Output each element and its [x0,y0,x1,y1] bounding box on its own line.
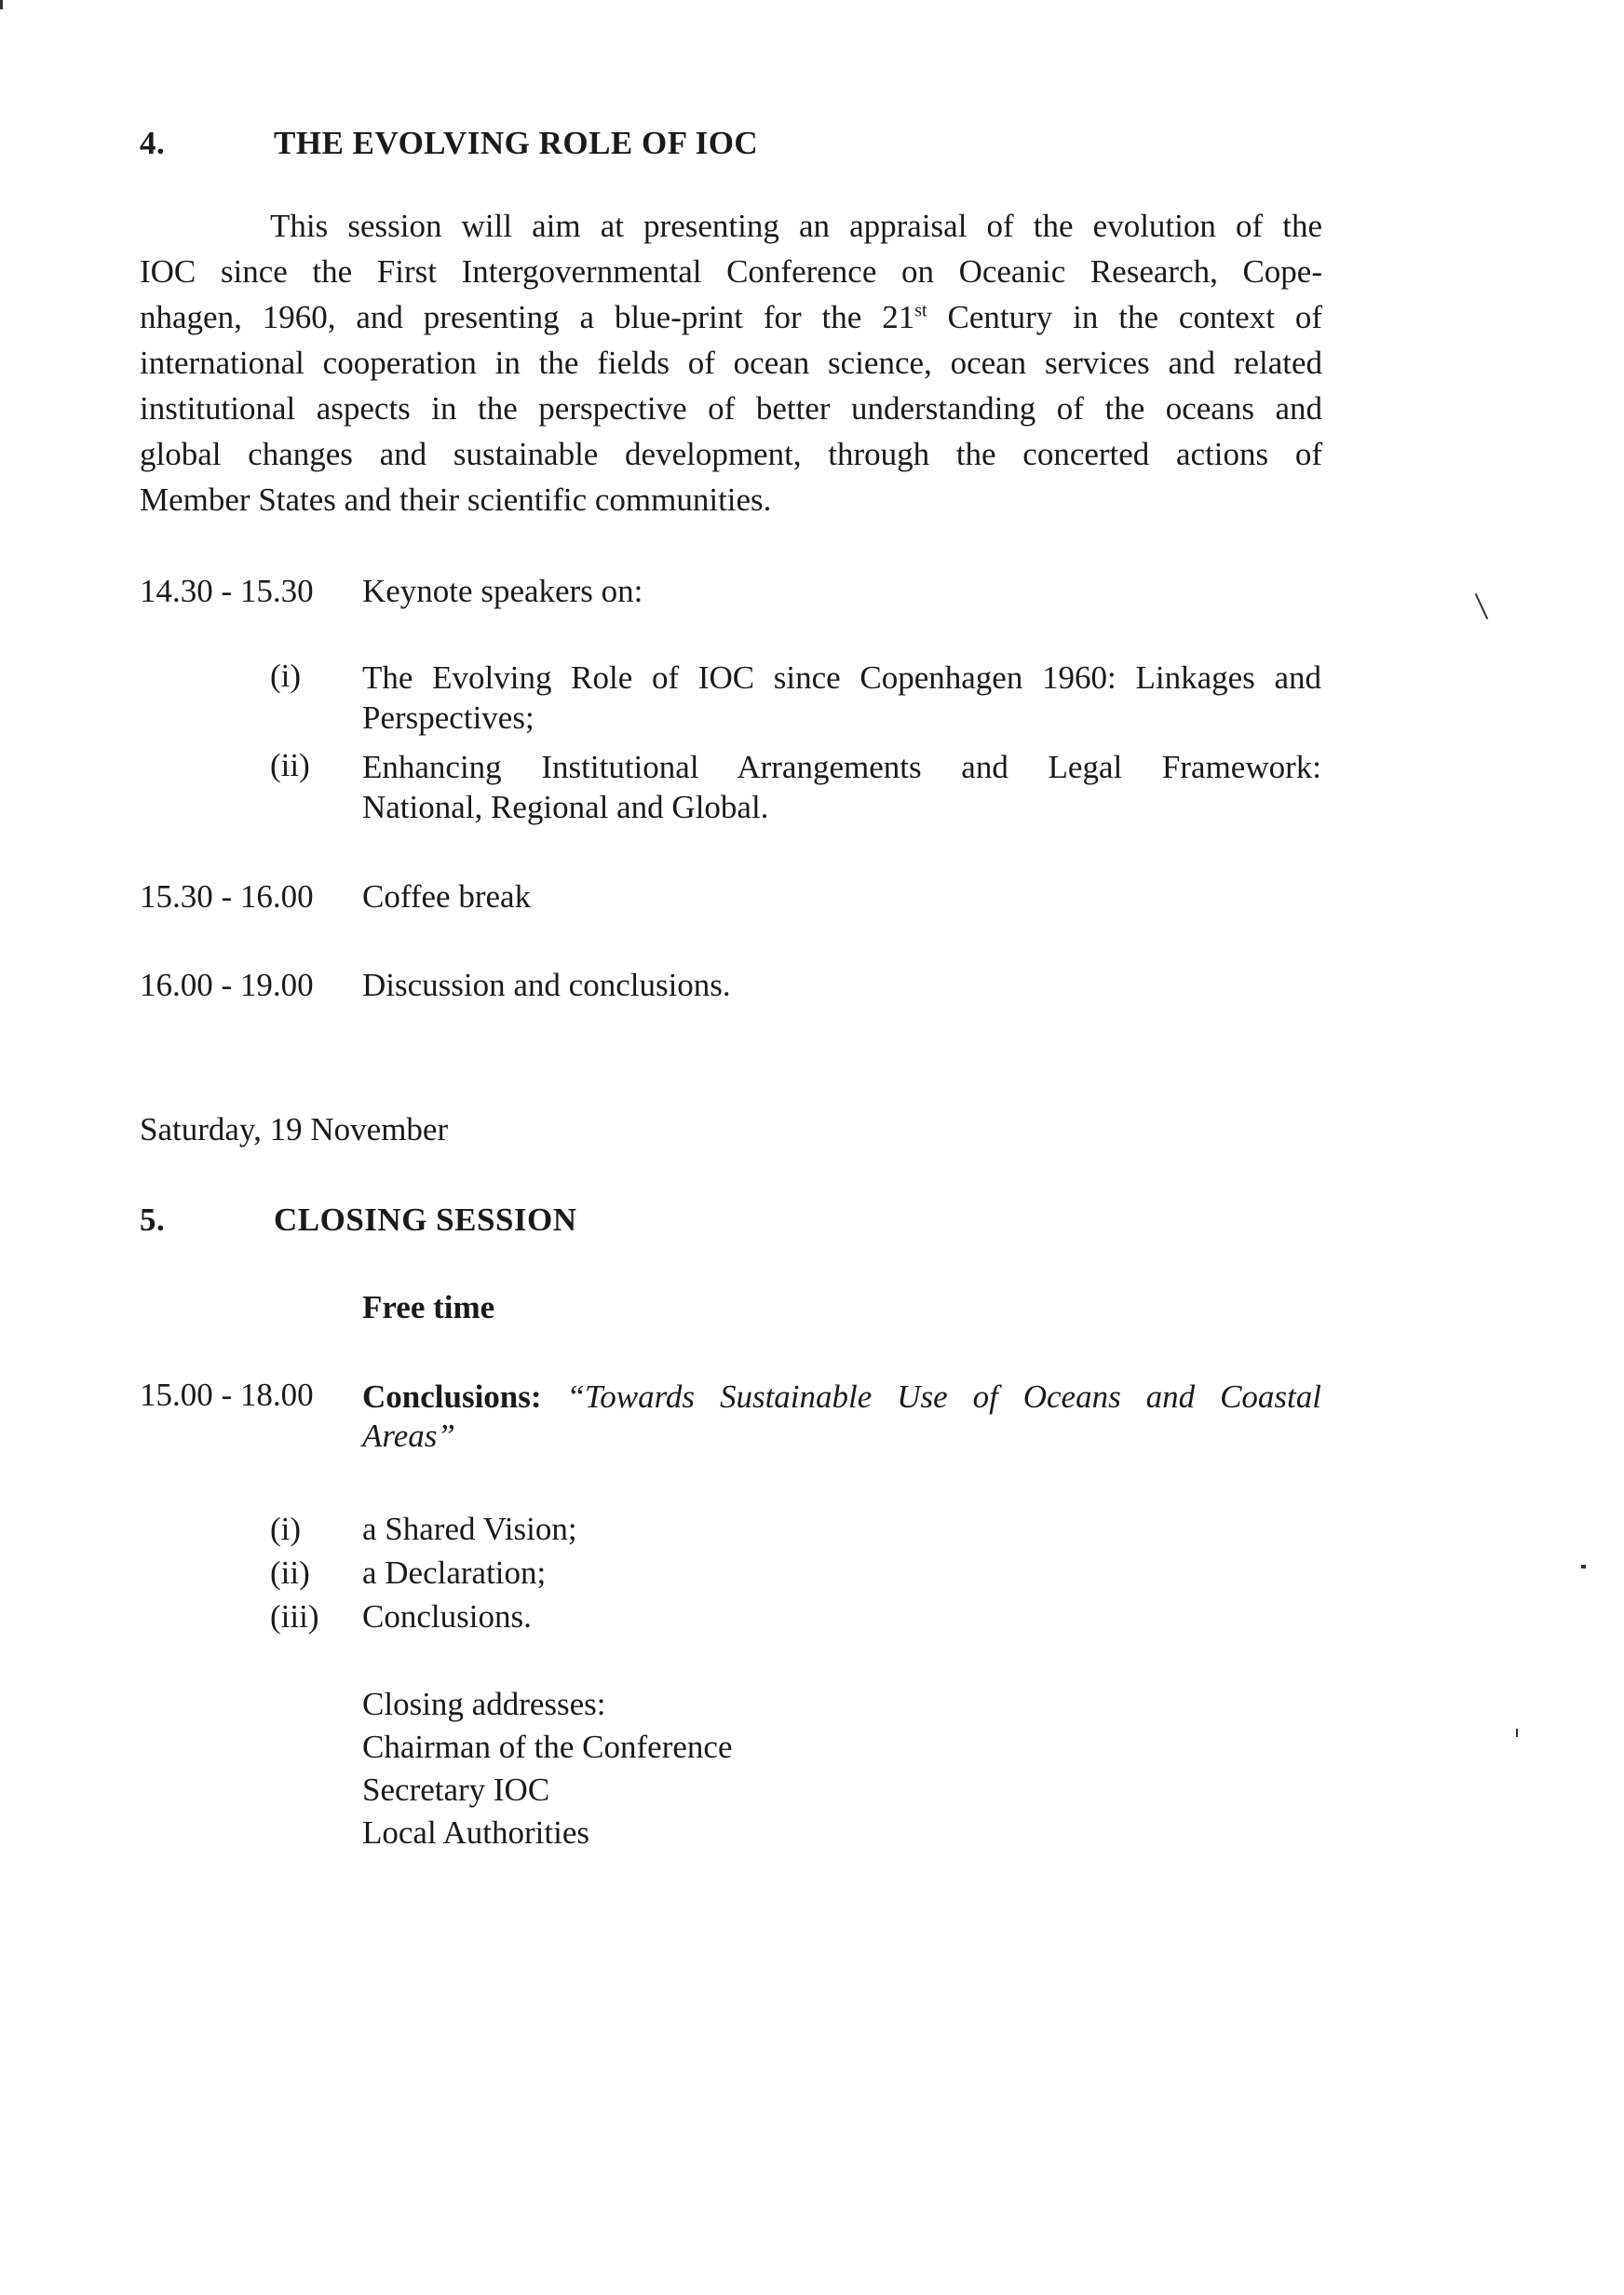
scan-speck [1516,1729,1518,1737]
list-item-number: (ii) [270,747,310,783]
list-item-number: (i) [270,1511,302,1547]
list-item-number: (iii) [270,1598,319,1635]
scan-speck [1581,1565,1586,1568]
closing-address-item: Chairman of the Conference [362,1729,733,1765]
section-4-paragraph [140,203,1322,523]
list-item-text: a Declaration; [362,1555,547,1591]
schedule-time: 15.00 - 18.00 [140,1377,314,1413]
closing-address-item: Secretary IOC [362,1772,550,1808]
scan-speck [1475,593,1488,619]
section-4-title: THE EVOLVING ROLE OF IOC [274,125,759,161]
list-item-text-cont: National, Regional and Global. [362,789,769,825]
superscript: st [914,300,927,321]
conclusions-title-cont: Areas” [362,1418,455,1454]
date-heading: Saturday, 19 November [140,1111,449,1148]
list-item-text: a Shared Vision; [362,1511,577,1547]
paragraph-line: international cooperation in the fields of ocean science, ocean services and related [140,345,1322,381]
paragraph-line: global changes and sustainable development, through the concerted actions of [140,436,1322,472]
list-item-number: (ii) [270,1555,310,1591]
paragraph-line: Member States and their scientific communities. [140,482,772,518]
section-4-number: 4. [140,125,166,161]
section-5-number: 5. [140,1202,166,1238]
list-item-text-cont: Perspectives; [362,699,535,736]
list-item-text: The Evolving Role of IOC since Copenhagen 1960: Linkages and [362,659,1321,696]
conclusions-title: “Towards Sustainable Use of Oceans and Coastal [566,1378,1321,1415]
paragraph-line: IOC since the First Intergovernmental Conference on Oceanic Research, Cope- [140,253,1322,290]
scan-speck [0,0,3,9]
paragraph-line: nhagen, 1960, and presenting a blue-print for the 21st Century in the context of [140,299,1322,335]
free-time-label: Free time [362,1289,495,1325]
list-item-text: Enhancing Institutional Arrangements and Legal Framework: [362,749,1321,785]
list-item-text: Conclusions. [362,1598,532,1635]
section-5-title: CLOSING SESSION [274,1202,577,1238]
schedule-text: Keynote speakers on: [362,573,643,609]
list-item-number: (i) [270,658,302,694]
schedule-text: Coffee break [362,878,532,915]
schedule-time: 14.30 - 15.30 [140,573,314,609]
conclusions-label: Conclusions: [362,1378,542,1415]
paragraph-line: This session will aim at presenting an appraisal of the evolution of the [270,208,1322,244]
closing-address-item: Local Authorities [362,1814,589,1851]
conclusions-line [362,1375,1321,1419]
closing-addresses-heading: Closing addresses: [362,1686,606,1722]
paragraph-line: institutional aspects in the perspective of better understanding of the oceans and [140,390,1322,427]
schedule-time: 16.00 - 19.00 [140,967,314,1003]
schedule-time: 15.30 - 16.00 [140,878,314,915]
schedule-text: Discussion and conclusions. [362,967,731,1003]
